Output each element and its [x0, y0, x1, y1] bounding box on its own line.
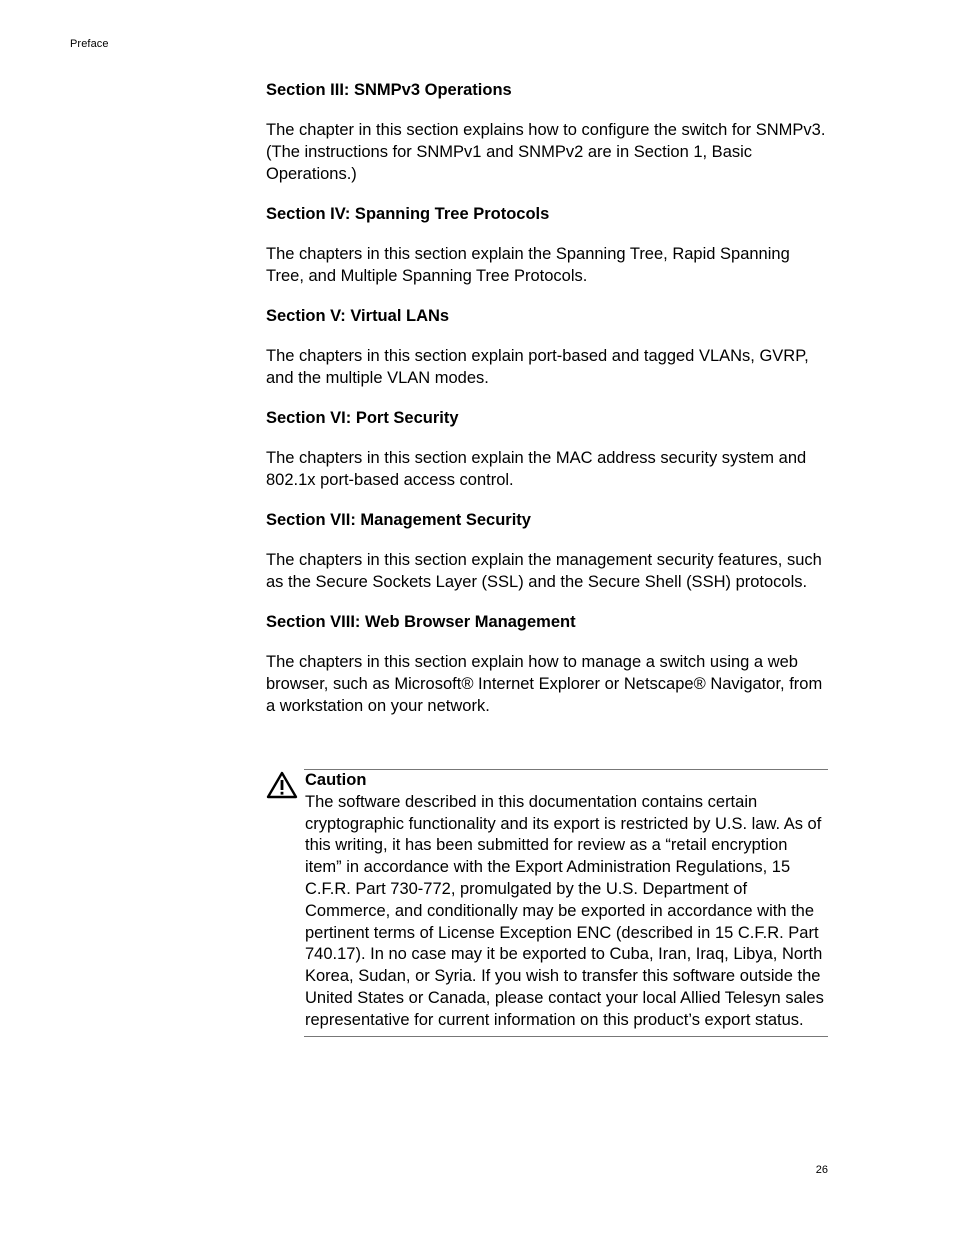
section-body: The chapters in this section explain the management security features, such as the Secure Sockets Layer (SSL) and the Secure Shell (SSH) protocols. — [266, 551, 822, 591]
section-body: The chapters in this section explain the Spanning Tree, Rapid Spanning Tree, and Multiple Spanning Tree Protocols. — [266, 245, 790, 285]
section-heading: Section VII: Management Security — [266, 511, 531, 529]
warning-triangle-icon — [266, 771, 298, 799]
section-vi — [266, 407, 828, 491]
caution-body — [305, 770, 828, 1032]
section-heading: Section III: SNMPv3 Operations — [266, 81, 512, 99]
section-heading: Section V: Virtual LANs — [266, 307, 450, 325]
section-body: The chapter in this section explains how to configure the switch for SNMPv3. (The instructions for SNMPv1 and SNMPv2 are in Section 1, Basic Operations.) — [266, 121, 826, 183]
caution-bottom-rule — [304, 1036, 828, 1037]
running-head: Preface — [70, 38, 109, 50]
section-heading: Section VIII: Web Browser Management — [266, 613, 576, 631]
section-vii — [266, 509, 828, 593]
section-viii — [266, 611, 828, 717]
section-iv — [266, 203, 828, 287]
section-heading: Section VI: Port Security — [266, 409, 459, 427]
section-body: The chapters in this section explain port-based and tagged VLANs, GVRP, and the multiple VLAN modes. — [266, 347, 809, 387]
caution-text: The software described in this documentation contains certain cryptographic functionality and its export is restricted by U.S. law. As of this writing, it has been submitted for review as a “retail encryption item” in accordance with the Export Administration Regulations, 15 C.F.R. Part 730-772, promulgated by the U.S. Department of Commerce, and conditionally may be exported in accordance with the pertinent terms of License Exception ENC (described in 15 C.F.R. Part 740.17). In no case may it be exported to Cuba, Iran, Iraq, Libya, North Korea, Sudan, or Syria. If you wish to transfer this software outside the United States or Canada, please contact your local Allied Telesyn sales representative for current information on this product’s export status. — [305, 792, 824, 1029]
page-number: 26 — [815, 1164, 828, 1176]
section-iii — [266, 79, 828, 185]
section-body: The chapters in this section explain the MAC address security system and 802.1x port-based access control. — [266, 449, 807, 489]
section-heading: Section IV: Spanning Tree Protocols — [266, 205, 550, 223]
section-body: The chapters in this section explain how to manage a switch using a web browser, such as Microsoft® Internet Explorer or Netscape® Navigator, from a workstation on your network. — [266, 653, 823, 715]
caution-title: Caution — [305, 771, 367, 789]
section-v — [266, 305, 828, 389]
section-list — [266, 79, 828, 735]
